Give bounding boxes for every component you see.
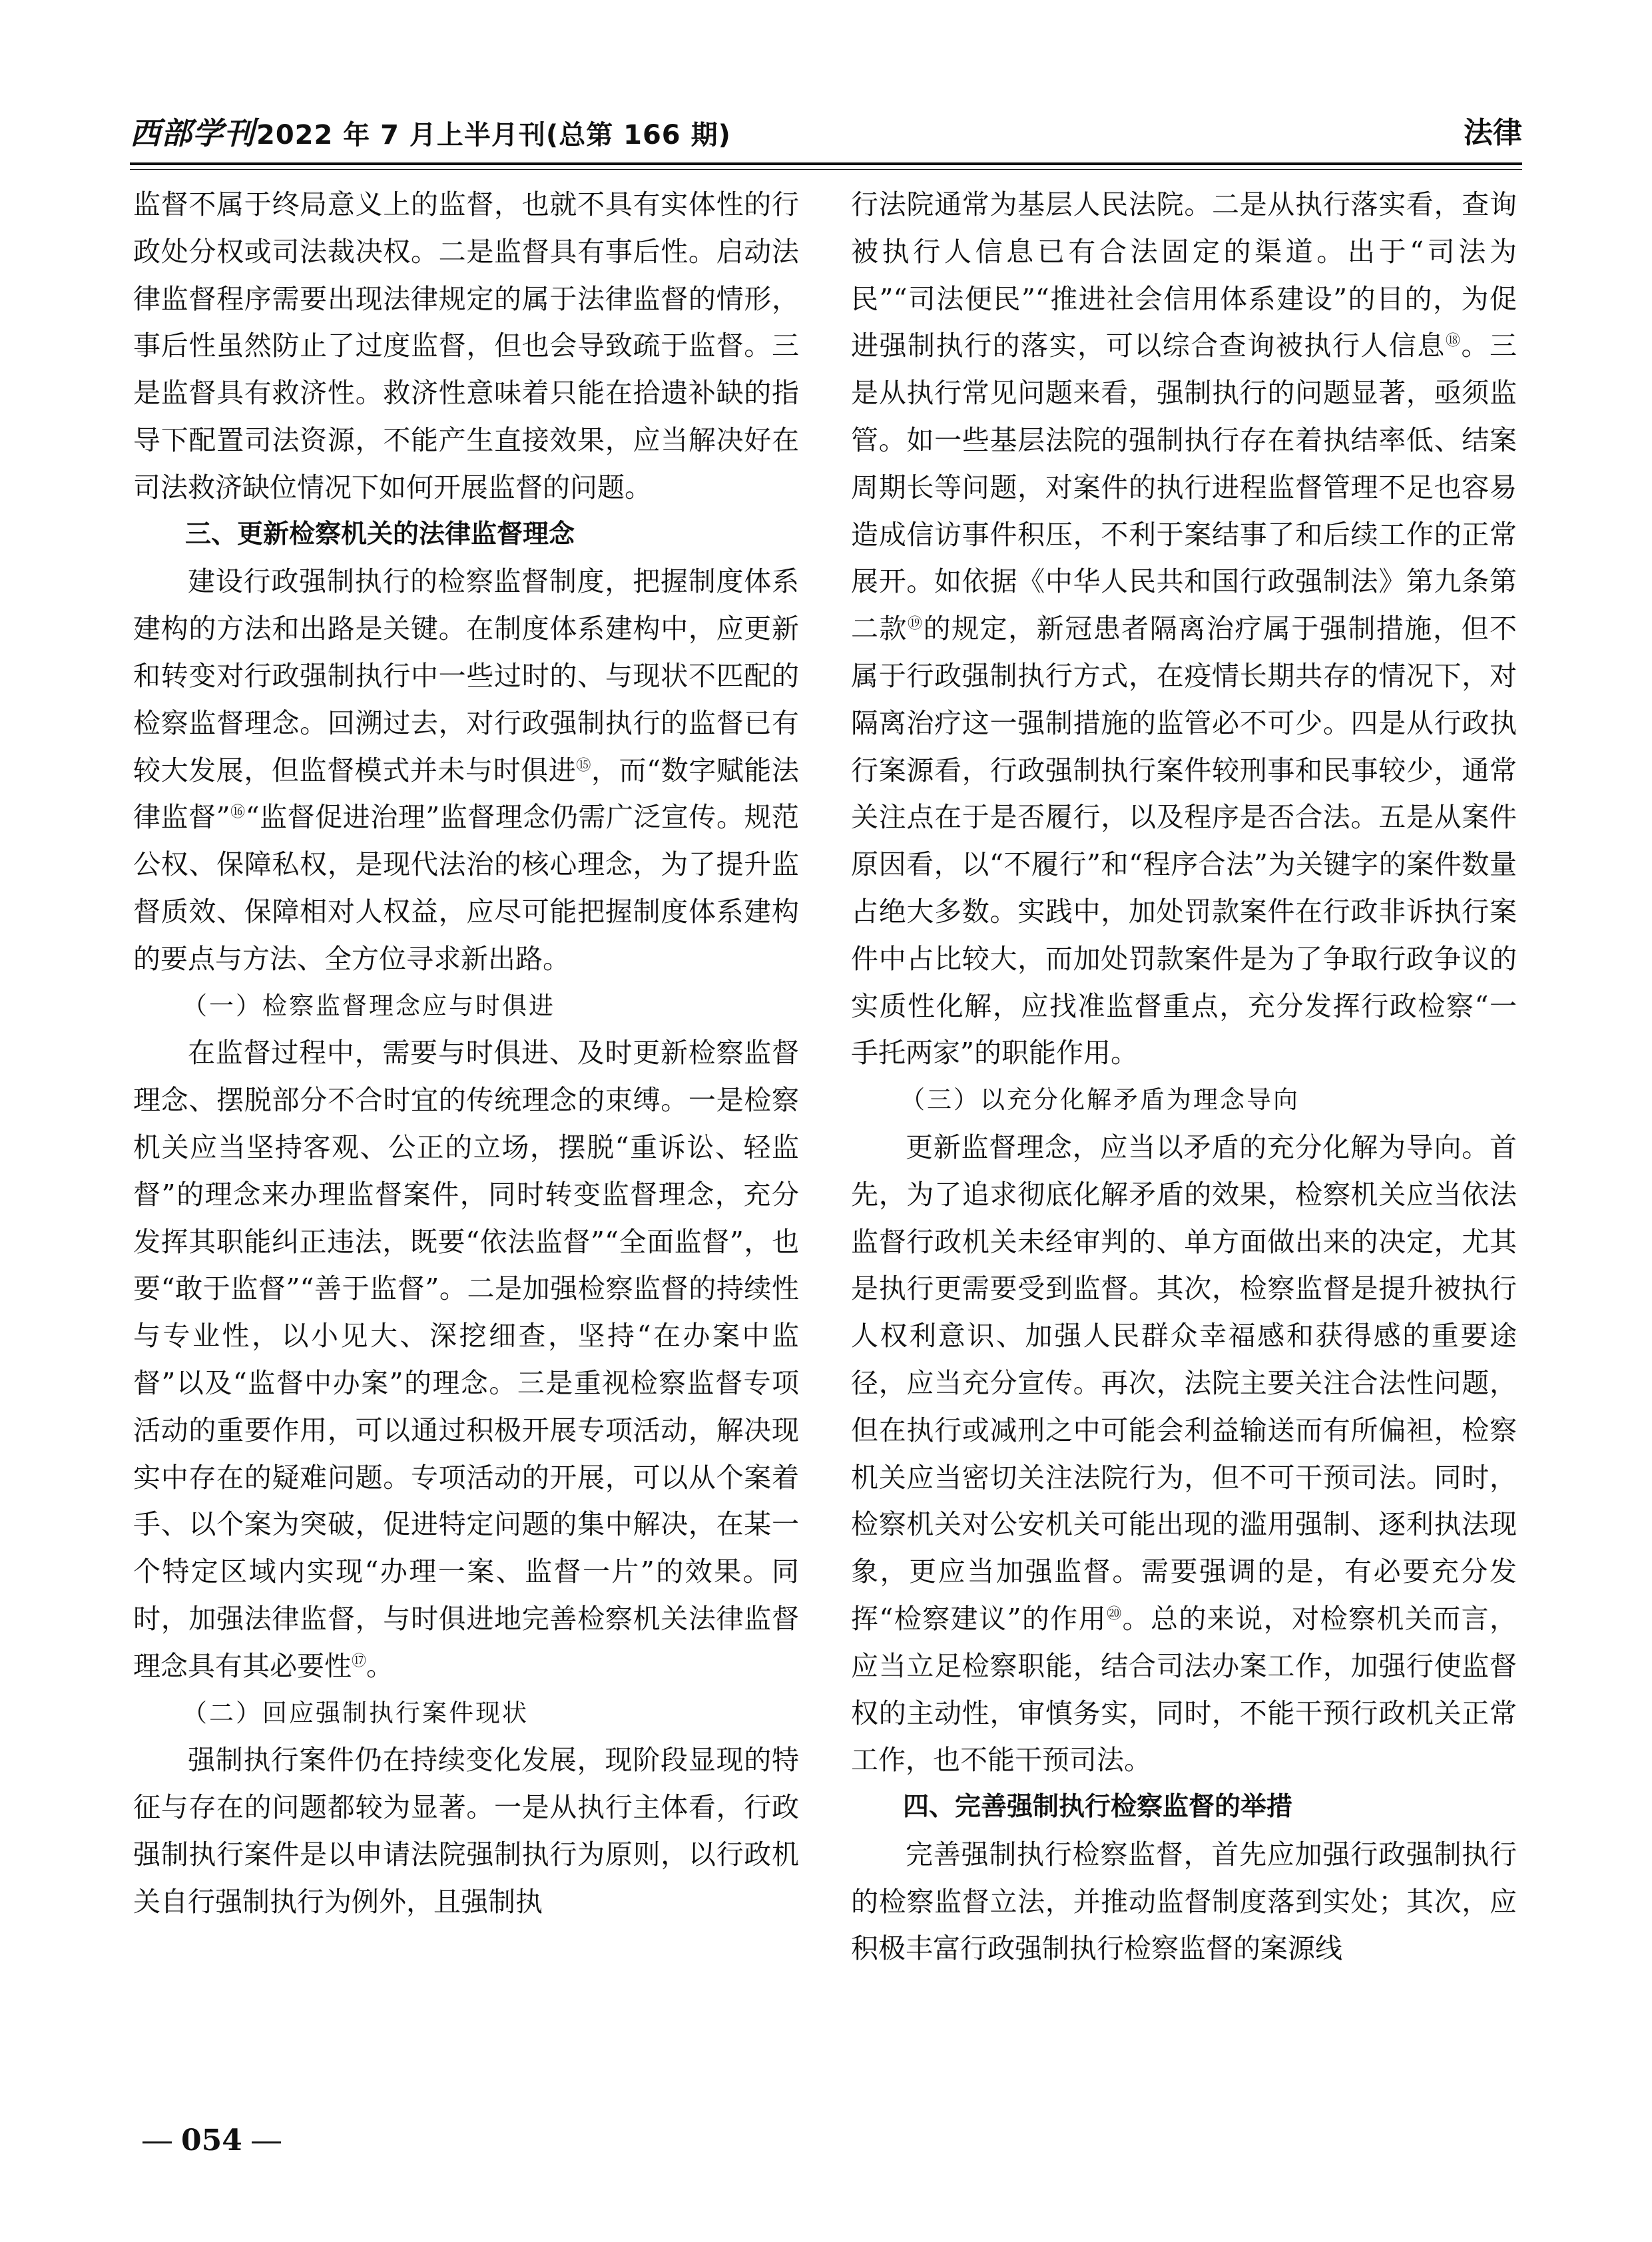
footnote-ref-19: ⑲ <box>908 615 924 633</box>
footnote-ref-20: ⑳ <box>1107 1605 1123 1623</box>
subsection-heading-3: （三）以充分化解矛盾为理念导向 <box>900 1085 1300 1115</box>
left-column <box>133 181 799 1925</box>
body-paragraph: 强制执行案件仍在持续变化发展，现阶段显现的特征与存在的问题都较为显著。一是从执行主体看，行政强制执行案件是以申请法院强制执行为原则，以行政机关自行强制执行为例外，且强制执 <box>133 1744 799 1918</box>
section-label: 法律 <box>1464 116 1522 150</box>
body-paragraph: 监督不属于终局意义上的监督，也就不具有实体性的行政处分权或司法裁决权。二是监督具有事后性。启动法律监督程序需要出现法律规定的属于法律监督的情形，事后性虽然防止了过度监督，但也会导致疏于监督。三是监督具有救济性。救济性意味着只能在拾遗补缺的指导下配置司法资源，不能产生直接效果，应当解决好在司法救济缺位情况下如何开展监督的问题。 <box>133 188 799 503</box>
body-paragraph: 在监督过程中，需要与时俱进、及时更新检察监督理念、摆脱部分不合时宜的传统理念的束缚。一是检察机关应当坚持客观、公正的立场，摆脱“重诉讼、轻监督”的理念来办理监督案件，同时转变监督理念，充分发挥其职能纠正违法，既要“依法监督”“全面监督”，也要“敢于监督”“善于监督”。二是加强检察监督的持续性与专业性，以小见大、深挖细查，坚持“在办案中监督”以及“监督中办案”的理念。三是重视检察监督专项活动的重要作用，可以通过积极开展专项活动，解决现实中存在的疑难问题。专项活动的开展，可以从个案着手、以个案为突破，促进特定问题的集中解决，在某一个特定区域内实现“办理一案、监督一片”的效果。同时，加强法律监督，与时俱进地完善检察机关法律监督理念具有其必要性⑰。 <box>133 1037 799 1682</box>
subsection-heading-2: （二）回应强制执行案件现状 <box>182 1698 529 1727</box>
footnote-ref-18: ⑱ <box>1445 332 1462 350</box>
footnote-ref-17: ⑰ <box>352 1653 367 1670</box>
page-number-text: 054 <box>181 2123 242 2157</box>
footnote-ref-16: ⑯ <box>230 804 246 821</box>
page-number <box>133 2121 290 2161</box>
footnote-ref-15: ⑮ <box>576 756 591 774</box>
journal-issue-line <box>130 113 731 155</box>
body-paragraph: 完善强制执行检察监督，首先应加强行政强制执行的检察监督立法，并推动监督制度落到实处；其次，应积极丰富行政强制执行检察监督的案源线 <box>851 1838 1517 1965</box>
folio-dash-right <box>252 2141 281 2143</box>
issue-info: 2022 年 7 月上半月刊(总第 166 期) <box>256 120 731 150</box>
folio-dash-left <box>142 2141 172 2143</box>
running-header <box>130 113 1522 160</box>
subsection-heading-1: （一）检察监督理念应与时俱进 <box>182 991 555 1020</box>
body-paragraph: 建设行政强制执行的检察监督制度，把握制度体系建构的方法和出路是关键。在制度体系建构中，应更新和转变对行政强制执行中一些过时的、与现状不匹配的检察监督理念。回溯过去，对行政强制执行的监督已有较大发展，但监督模式并未与时俱进⑮，而“数字赋能法律监督”⑯“监督促进治理”监督理念仍需广泛宣传。规范公权、保障私权，是现代法治的核心理念，为了提升监督质效、保障相对人权益，应尽可能把握制度体系建构的要点与方法、全方位寻求新出路。 <box>133 565 800 975</box>
right-column <box>851 181 1517 1972</box>
header-rule-thick <box>130 162 1522 165</box>
section-heading-4: 四、完善强制执行检察监督的举措 <box>903 1792 1293 1822</box>
body-paragraph: 更新监督理念，应当以矛盾的充分化解为导向。首先，为了追求彻底化解矛盾的效果，检察机关应当依法监督行政机关未经审判的、单方面做出来的决定，尤其是执行更需要受到监督。其次，检察监督是提升被执行人权利意识、加强人民群众幸福感和获得感的重要途径，应当充分宣传。再次，法院主要关注合法性问题，但在执行或减刑之中可能会利益输送而有所偏袒，检察机关应当密切关注法院行为，但不可干预司法。同时，检察机关对公安机关可能出现的滥用强制、逐利执法现象，更应当加强监督。需要强调的是，有必要充分发挥“检察建议”的作用⑳。总的来说，对检察机关而言，应当立足检察职能，结合司法办案工作，加强行使监督权的主动性，审慎务实，同时，不能干预行政机关正常工作，也不能干预司法。 <box>851 1131 1517 1777</box>
section-heading-3: 三、更新检察机关的法律监督理念 <box>185 519 575 549</box>
journal-logo: 西部学刊 <box>130 115 255 151</box>
body-paragraph: 行法院通常为基层人民法院。二是从执行落实看，查询被执行人信息已有合法固定的渠道。出于“司法为民”“司法便民”“推进社会信用体系建设”的目的，为促进强制执行的落实，可以综合查询被执行人信息⑱。三是从执行常见问题来看，强制执行的问题显著，亟须监管。如一些基层法院的强制执行存在着执结率低、结案周期长等问题，对案件的执行进程监督管理不足也容易造成信访事件积压，不利于案结事了和后续工作的正常展开。如依据《中华人民共和国行政强制法》第九条第二款⑲的规定，新冠患者隔离治疗属于强制措施，但不属于行政强制执行方式，在疫情长期共存的情况下，对隔离治疗这一强制措施的监管必不可少。四是从行政执行案源看，行政强制执行案件较刑事和民事较少，通常关注点在于是否履行，以及程序是否合法。五是从案件原因看，以“不履行”和“程序合法”为关键字的案件数量占绝大多数。实践中，加处罚款案件在行政非诉执行案件中占比较大，而加处罚款案件是为了争取行政争议的实质性化解，应找准监督重点，充分发挥行政检察“一手托两家”的职能作用。 <box>851 188 1517 1069</box>
header-rule-thin <box>130 169 1522 170</box>
